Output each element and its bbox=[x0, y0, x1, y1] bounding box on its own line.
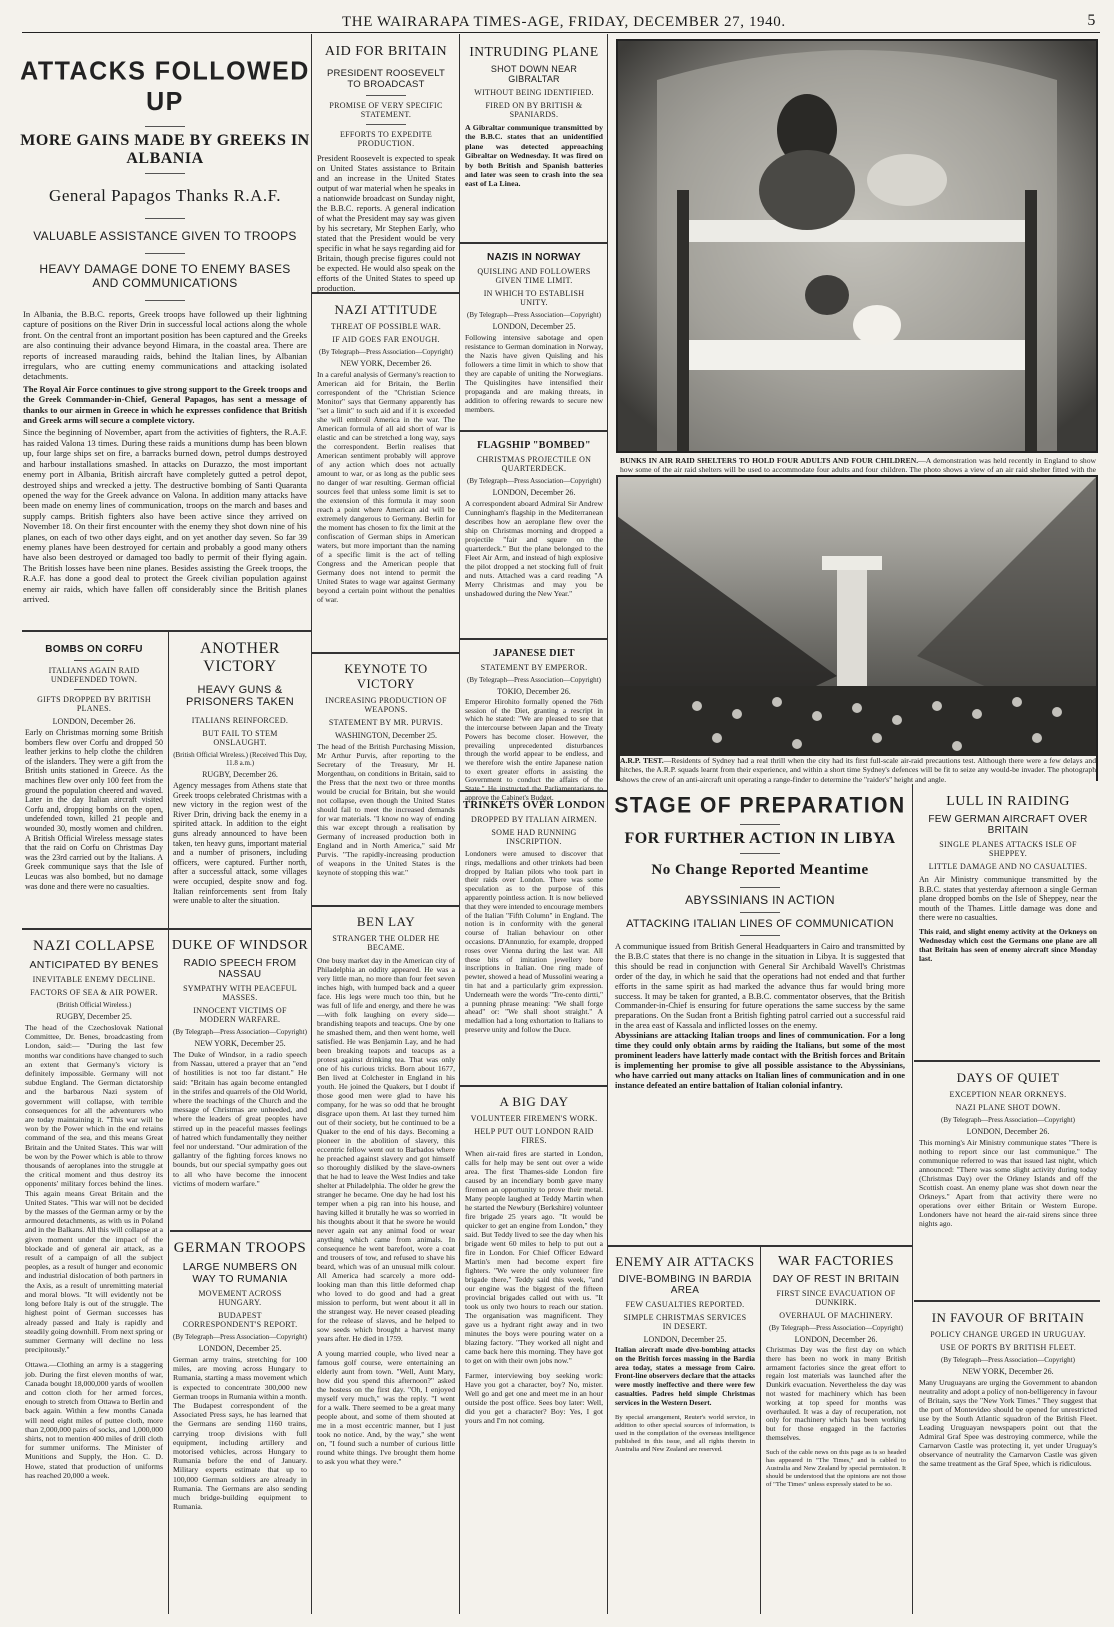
article-days-of-quiet bbox=[916, 1066, 1100, 1298]
divider bbox=[366, 95, 406, 96]
article-body-bold: Italian aircraft made dive-bombing attacks on the British forces massing in the Bardia area today, states a message from Cairo. Front-line observers declare that the attacks were mostly ineffective and there were few casualties. Padres held simple Christmas services in the Western Desert. bbox=[615, 1345, 755, 1407]
dateline: RUGBY, December 25. bbox=[56, 1012, 132, 1021]
photo-image bbox=[617, 476, 1097, 780]
photo-arp-test bbox=[617, 476, 1097, 780]
dateline: LONDON, December 26. bbox=[794, 1335, 878, 1344]
masthead-title: THE WAIRARAPA TIMES-AGE, FRIDAY, DECEMBER 27, 1940. bbox=[342, 14, 786, 30]
article-body: Agency messages from Athens state that Greek troops celebrated Christmas with a new victory in the region west of the River Drin, driving back the enemy in a spirited attack. In addition to the eight guns already announced to have been taken, ten heavy guns, important material and a number of prisoners, including officers, were captured. Further north, after a successful attack, some villages were occupied, despite snow and fog. Italian reinforcements sent from Italy were unable to alter the situation. bbox=[173, 781, 307, 906]
subheadline: OVERHAUL OF MACHINERY. bbox=[779, 1311, 893, 1320]
subheadline: POLICY CHANGE URGED IN URUGUAY. bbox=[930, 1330, 1086, 1339]
divider bbox=[145, 300, 185, 301]
column-rule bbox=[607, 34, 608, 1614]
byline: (By Telegraph—Press Association—Copyright) bbox=[467, 311, 601, 319]
headline: DUKE OF WINDSOR bbox=[171, 938, 309, 953]
masthead bbox=[22, 6, 1100, 33]
column-rule bbox=[912, 782, 913, 1614]
subheadline: SINGLE PLANES ATTACKS ISLE OF SHEPPEY. bbox=[939, 840, 1077, 858]
divider bbox=[740, 935, 780, 936]
article-nazi-attitude bbox=[314, 298, 458, 650]
subheadline: LITTLE DAMAGE AND NO CASUALTIES. bbox=[928, 862, 1088, 871]
article-body: The Duke of Windsor, in a radio speech from Nassau, uttered a prayer that an "end of hostilities is not too far distant." He said: "Britain has again become entangled in the strifes and quarrels of the Old World, where the teachings of the Church and the message of Christmas are unheeded, and where the leaders of great peoples have stirred up in the peaceful masses feelings of hatred which fundamentally they neither feel nor understand. "Our admiration of the gallantry of the fighting forces knows no bounds, but our special sympathy goes out to all who have become the innocent victims of modern warfare." bbox=[173, 1050, 307, 1188]
subheadline: FEW GERMAN AIRCRAFT OVER BRITAIN bbox=[928, 814, 1088, 836]
subheadline: HEAVY DAMAGE DONE TO ENEMY BASES AND COMMUNICATIONS bbox=[39, 262, 291, 290]
subheadline: NAZI PLANE SHOT DOWN. bbox=[955, 1103, 1061, 1112]
subheadline: IF AID GOES FAR ENOUGH. bbox=[332, 335, 440, 344]
divider bbox=[145, 173, 185, 174]
subheadline: HEAVY GUNS & PRISONERS TAKEN bbox=[185, 684, 294, 708]
subheadline: INNOCENT VICTIMS OF MODERN WARFARE. bbox=[193, 1006, 287, 1024]
article-attacks-followed-up bbox=[20, 48, 310, 626]
subheadline: ABYSSINIANS IN ACTION bbox=[685, 893, 835, 907]
article-stage-of-preparation bbox=[612, 790, 908, 1242]
dateline: LONDON, December 26. bbox=[52, 717, 136, 726]
headline: TRINKETS OVER LONDON bbox=[463, 800, 605, 811]
dateline: WASHINGTON, December 25. bbox=[334, 731, 438, 740]
article-in-favour-of-britain bbox=[916, 1306, 1100, 1614]
page-number: 5 bbox=[1087, 12, 1096, 29]
caption-text: —Residents of Sydney had a real thrill when the city had its first full-scale air-raid precautions test. Although there were a few delays and hitches, the A.R.P. squads learnt from their experience, and within a short time Sydney's defences will be fit to seize any would-be invader. The photograph shows the crew of an anti-aircraft unit operating a range-finder to determine the "raider's" height and angle. bbox=[620, 756, 1097, 784]
headline: IN FAVOUR OF BRITAIN bbox=[931, 1310, 1085, 1325]
article-nazis-in-norway bbox=[462, 248, 606, 428]
article-body: Emperor Hirohito formally opened the 76th session of the Diet, granting a rescript in which he stated: "We are pleased to see that the intercourse between Japan and the Treaty Powers has become closer. However, the prevailing unprecedented disturbances through the world appear to be endless, and we therefore wish the entire Japanese nation to exert greater efforts in assisting the Government to conduct the affairs of the State." He instructed the Parliamentarians to approve the Cabinet's Budget. bbox=[465, 697, 603, 802]
article-body: A communique issued from British General Headquarters in Cairo and transmitted by the B.B.C states that there is no change in the situation in Libya. It is suggested that this should be read in conjunction with General Sir Archibald Wavell's Christmas order of the day, in which he said that the operations had not ended and that further efforts in the same spirit as had marked the advance thus far would bring more success. It may be taken for granted, a B.B.C. commentator observes, that the British Commander-in-Chief is ensuring for future operations the same success by the same preparations. On the Sudan front a British fighting patrol carried out a successful raid in the area east of Kassala and inflicted losses on the enemy. bbox=[615, 942, 905, 1031]
headline: LULL IN RAIDING bbox=[946, 794, 1070, 809]
article-body: Londoners were amused to discover that rings, medallions and other trinkets had been dropped by Italian pilots who took part in their raids over London. There was some speculation as to the purpose of this apparently pointless action. It is now believed that they were intended to encourage members of the Italian "Fifth Column" in England. The notion is in conformity with the general course of Italian behaviour on other occasions. D'Annunzio, for example, dropped roses over Vienna during the last war. All these bits of imitation jewellery bore inscriptions in Italian. One ring made of pewter, showed a head of Mussolini wearing a tin hat and a particularly grim expression. Underneath were the words "Tre-cento dirtti," a punning phrase meaning: "We shall forge ahead" or: "We shall shoot straight." A medallion had a long exhortation to Italians to preserve unity and follow the Duce. bbox=[465, 849, 603, 1034]
section-rule bbox=[460, 1085, 607, 1087]
headline: NAZI ATTITUDE bbox=[334, 302, 438, 317]
headline: WAR FACTORIES bbox=[777, 1254, 895, 1269]
dateline: NEW YORK, December 26. bbox=[962, 1367, 1054, 1376]
dateline: NEW YORK, December 26. bbox=[340, 359, 432, 368]
photo-caption bbox=[620, 756, 1096, 784]
article-body: Since the beginning of November, apart from the activities of fighters, the R.A.F. has raided Valona 13 times. During these raids a munitions dump has been blown up, four large ships set on fire, a barracks burned down, petrol dumps destroyed and harbour installations smashed. In attacks on Durazzo, the most important enemy port in Albania, British aircraft have completely gutted a petrol depot, destroyed ships and wrecked a jetty. The destructive bombing of Santi Quaranta opened the way for the Greek advance on Valona. In addition many attacks have been made on enemy lines of communication, troops on the march and bases and supply camps. British fighters also have been active since they arrived on November 18. On their first encounter with the enemy they shot down nine of his planes, on each of two other days eight, and on yet another day seven. So far 39 enemy planes have been destroyed for certain and probably a good many others have also been destroyed or damaged too badly to permit of their flying again. The British losses have been nine planes. Besides assisting the Greek troops, the R.A.F. has done a good deal to protect the Greek civilian population against enemy air raids, which have fallen off considerably since the British planes arrived. bbox=[23, 427, 307, 604]
subheadline: IN WHICH TO ESTABLISH UNITY. bbox=[483, 289, 585, 307]
photo-air-raid-shelter-bunks bbox=[617, 40, 1097, 452]
headline: NAZIS IN NORWAY bbox=[487, 252, 581, 263]
article-german-troops bbox=[170, 1236, 310, 1614]
article-lull-in-raiding bbox=[916, 790, 1100, 1058]
subheadline: SIMPLE CHRISTMAS SERVICES IN DESERT. bbox=[623, 1313, 747, 1331]
subheadline: STATEMENT BY EMPEROR. bbox=[480, 663, 588, 672]
subheadline: VALUABLE ASSISTANCE GIVEN TO TROOPS bbox=[33, 229, 297, 243]
article-aid-for-britain bbox=[314, 40, 458, 293]
subheadline: RADIO SPEECH FROM NASSAU bbox=[183, 958, 297, 980]
column-rule bbox=[459, 34, 460, 1614]
section-rule bbox=[608, 1245, 912, 1247]
times-notice: Such of the cable news on this page as is so headed has appeared in "The Times," and is cabled to Australia and New Zealand by special permission. It should be understood that the opinions are not those of "The Times" unless expressly stated to be so. bbox=[766, 1448, 906, 1488]
divider bbox=[740, 912, 780, 913]
subheadline: BUT FAIL TO STEM ONSLAUGHT. bbox=[202, 729, 278, 747]
dateline: LONDON, December 26. bbox=[966, 1127, 1050, 1136]
headline: AID FOR BRITAIN bbox=[324, 44, 448, 59]
subheadline: PROMISE OF VERY SPECIFIC STATEMENT. bbox=[329, 101, 443, 119]
byline: (By Telegraph—Press Association—Copyright) bbox=[769, 1324, 903, 1332]
headline: JAPANESE DIET bbox=[493, 648, 575, 659]
caption-title: A.R.P. TEST. bbox=[620, 756, 664, 765]
divider bbox=[740, 824, 780, 825]
subheadline: FIRED ON BY BRITISH & SPANIARDS. bbox=[485, 101, 583, 119]
article-body: The head of the British Purchasing Mission, Mr Arthur Purvis, after reporting to the Secretary of the Treasury, Mr H. Morgenthau, on conditions in Britain, said to the Press that the next two or three months would be crucial for Britain, but she would not collapse, even though the United States should fail to meet the increased demands for war materials. "I know no way of ending this war except through a realisation by Germany of increased production both in England and in North America," said Mr Purvis. "The rapidly-increasing production of weapons in the United States is the keynote of stopping this war." bbox=[317, 742, 455, 877]
column-rule bbox=[760, 1245, 761, 1614]
article-body-bold: The Royal Air Force continues to give strong support to the Greek troops and the Greek Commander-in-Chief, General Papagos, has sent a message of thanks to our airmen in Greece in which he expresses confidence that British and Greek arms will secure a complete victory. bbox=[23, 383, 307, 426]
dateline: LONDON, December 25. bbox=[643, 1335, 727, 1344]
article-body: Early on Christmas morning some British bombers flew over Corfu and dropped 50 leather jerkins to help clothe the children of the islanders. They were a gift from the British units stationed in Greece. As the machines flew over only 100 feet from the ground the population cheered and waved. Later in the day Italian aircraft visited Corfu and, dropping bombs on the open, undefended town, killed 21 people and wounded 30, mostly women and children. A British Official Wireless message states that the raid on Corfu on Christmas Day was the 23rd carried out by the Italians. A Greek communique says that the Isle of Leucas was also bombed, but no damage was done and there were no casualties. bbox=[25, 728, 163, 891]
article-body: Following intensive sabotage and open resistance to German domination in Norway, the Nazis have given Quisling and his followers a time limit in which to show that they are capable of uniting the Norwegians. The Quislingites have intensified their propaganda and are making threats, in addition to offering rewards to secure new members. bbox=[465, 333, 603, 414]
article-nazi-collapse bbox=[22, 934, 166, 1614]
dateline: LONDON, December 25. bbox=[198, 1344, 282, 1353]
subheadline: FEW CASUALTIES REPORTED. bbox=[625, 1300, 745, 1309]
headline: ANOTHER VICTORY bbox=[200, 640, 280, 675]
dateline: NEW YORK, December 25. bbox=[194, 1039, 286, 1048]
subheadline: INEVITABLE ENEMY DECLINE. bbox=[32, 975, 156, 984]
article-body: The head of the Czechoslovak National Committee, Dr. Benes, broadcasting from London, said:— "During the last few months war conditions have changed to such an extent that Germany's victory is definitely impossible. Germany will not subdue England. The German dictatorship and the barbarous Nazi system of government will collapse, with terrible consequences for all the adventurers who are today maintaining it. "This war will be won by the Power which in the end retains command of the sea, and this means Great Britain and the United States. This war will be won by the Power which is able to throw thousands of aeroplanes into the struggle at the critical moment and thus destroy its opponents' military forces behind the lines. This again means Great Britain and the United States. "This war will not be decided by the masses of the German army or by the armoured detachments, as with us in Poland and in the Balkans. All this will collapse at a given moment under the impact of the blockade and of general air attack, as a result of a campaign of all the subject peoples, as a result of hunger and economic and industrial dislocation of both partners in the Axis, as a result of unremitting material and moral blows. "It will evidently not be long before Italy is out of the struggle. The highest point of German successes has already passed and Italy is rapidly and steadily going downhill. From next spring or summer Germany will decline no less precipitously." bbox=[25, 1023, 163, 1355]
divider bbox=[74, 660, 114, 661]
article-body: When air-raid fires are started in London, calls for help may be sent out over a wide area. The first Thames-side London fire caused by an incendiary bomb gave many firemen an opportunity to prove their metal. Many people laughed at Teddy Martin when he started the Newbury (Berkshire) volunteer fire brigade 25 years ago. "It would be quicker to get an engine from London," they said. But Teddy lived to see the day when his brigade went 60 miles to help to put out a fire in London. For Chief Officer Edward Martin's men had become expert fire fighters. "We were the only volunteer fire brigade there," Teddy said this week, "and our engine was the biggest of the fifteen provincial brigades called out with us. "It took us only two hours to reach our station. The organisation was magnificent. They gave us a hydrant right away and in two minutes the boys were pouring water on a blazing factory. "They worked all night and came back here this morning. They have got to get on with their own jobs now." bbox=[465, 1149, 603, 1365]
subheadline: EXCEPTION NEAR ORKNEYS. bbox=[949, 1090, 1067, 1099]
column-rule bbox=[168, 632, 169, 1614]
banner-headline: STAGE OF PREPARATION bbox=[614, 793, 906, 818]
article-body: Many Uruguayans are urging the Government to abandon neutrality and adopt a policy of non-belligerency in favour of Britain, says the "New York Times." They suggest that the port of Montevideo should be opened for unrestricted use by the South Atlantic squadron of the British Fleet. Leading Uruguayan newspapers point out that the Admiral Graf Spee was destroying commerce, while the Carnarvon Castle was protecting it, yet under Uruguay's observance of neutrality the Carnarvon Castle was given the same treatment as the Graf Spee, which is ridiculous. bbox=[919, 1378, 1097, 1468]
byline: (By Telegraph—Press Association—Copyright) bbox=[467, 477, 601, 485]
article-ben-lay bbox=[314, 910, 458, 1614]
subheadline: MOVEMENT ACROSS HUNGARY. bbox=[198, 1289, 282, 1307]
subheadline: GIFTS DROPPED BY BRITISH PLANES. bbox=[37, 695, 151, 713]
section-rule bbox=[312, 652, 459, 654]
headline: A BIG DAY bbox=[499, 1094, 569, 1109]
article-body: Ottawa.—Clothing an army is a staggering job. During the first eleven months of war, Canada bought 18,000,000 yards of woollen and cotton cloth for her armed forces, enough to stretch from Ottawa to Berlin and back again. Within a few months Canada will need eight miles of puttee cloth, more than 2,000,000 pairs of socks, and 1,000,000 shirts, not to mention 400 miles of drill cloth for summer uniforms. The Minister of Munitions and Supply, the Hon. C. D. Howe, stated that production of uniforms has reached 20,000 a week. bbox=[25, 1360, 163, 1480]
subheadline: SHOT DOWN NEAR GIBRALTAR bbox=[490, 64, 578, 84]
article-body-bold: Abyssinians are attacking Italian troops and lines of communication. For a long time they could only obtain arms by raiding the Italians, but some of the most prominent leaders have latterly made contact with the British forces and Britain is implementing her promise to give all possible assistance to the Abyssinians, who have carried out many attacks on Italian lines of communication and in one instance defeated an entire battalion of Italian colonial infantry. bbox=[615, 1031, 905, 1090]
banner-headline: ATTACKS FOLLOWED UP bbox=[20, 56, 310, 117]
article-war-factories bbox=[763, 1250, 909, 1614]
subheadline: ITALIANS AGAIN RAID UNDEFENDED TOWN. bbox=[48, 666, 140, 684]
column-rule bbox=[311, 34, 312, 1614]
subheadline: USE OF PORTS BY BRITISH FLEET. bbox=[939, 1343, 1077, 1352]
section-rule bbox=[312, 905, 459, 907]
section-rule bbox=[22, 630, 311, 632]
subheadline: VOLUNTEER FIREMEN'S WORK. bbox=[470, 1114, 598, 1123]
subheadline: CHRISTMAS PROJECTILE ON QUARTERDECK. bbox=[476, 455, 592, 473]
headline: FLAGSHIP "BOMBED" bbox=[477, 440, 591, 451]
article-keynote-to-victory bbox=[314, 658, 458, 903]
article-another-victory bbox=[170, 636, 310, 924]
subheadline: General Papagos Thanks R.A.F. bbox=[49, 186, 281, 205]
subheadline: DIVE-BOMBING IN BARDIA AREA bbox=[618, 1274, 752, 1296]
caption-title: BUNKS IN AIR RAID SHELTERS TO HOLD FOUR ADULTS AND FOUR CHILDREN. bbox=[620, 456, 919, 465]
subheadline: DROPPED BY ITALIAN AIRMEN. bbox=[471, 815, 597, 824]
subheadline: FIRST SINCE EVACUATION OF DUNKIRK. bbox=[776, 1289, 896, 1307]
section-rule bbox=[460, 242, 607, 244]
section-rule bbox=[22, 928, 311, 930]
headline: FOR FURTHER ACTION IN LIBYA bbox=[624, 830, 896, 847]
subheadline: THREAT OF POSSIBLE WAR. bbox=[330, 322, 442, 331]
divider bbox=[145, 126, 185, 127]
section-rule bbox=[460, 430, 607, 432]
byline: (By Telegraph—Press Association—Copyright) bbox=[173, 1028, 307, 1036]
byline: (By Telegraph—Press Association—Copyright) bbox=[941, 1356, 1075, 1364]
byline: (By Telegraph—Press Association—Copyright) bbox=[941, 1116, 1075, 1124]
byline: (British Official Wireless.) bbox=[56, 1001, 132, 1009]
subheadline: INCREASING PRODUCTION OF WEAPONS. bbox=[325, 696, 447, 714]
article-body-bold: This raid, and slight enemy activity at the Orkneys on Wednesday which cost the Germans one plane are all that Britain has seen of enemy aircraft since Monday last. bbox=[919, 926, 1097, 963]
headline: BOMBS ON CORFU bbox=[45, 644, 143, 655]
subheadline: LARGE NUMBERS ON WAY TO RUMANIA bbox=[182, 1261, 298, 1285]
subheadline: BUDAPEST CORRESPONDENT'S REPORT. bbox=[182, 1311, 298, 1329]
subheadline: HELP PUT OUT LONDON RAID FIRES. bbox=[474, 1127, 594, 1145]
article-body: Christmas Day was the first day on which there has been no work in many British armament factories since the great effort to regain lost materials was launched after the Dunkirk evacuation. Nevertheless the day was not wasted for machinery which has been working at top speed for months was overhauled. It was a day of recuperation, not only for machinery which has been working but for those engaged in the factories themselves. bbox=[766, 1345, 906, 1442]
section-rule bbox=[460, 638, 607, 640]
headline: INTRUDING PLANE bbox=[469, 44, 599, 59]
article-a-big-day bbox=[462, 1090, 606, 1614]
subheadline: WITHOUT BEING IDENTIFIED. bbox=[474, 88, 594, 97]
subheadline: No Change Reported Meantime bbox=[651, 862, 869, 878]
article-intruding-plane bbox=[462, 40, 606, 240]
article-body: German army trains, stretching for 100 miles, are moving across Hungary to Rumania, starting a mass movement which is expected to concentrate 300,000 new German troops in Rumania within a month. The Budapest correspondent of the Associated Press says, he has learned that the Germans are sending 1160 trains, carrying troop divisions with full equipment, including artillery and motorised vehicles, across Hungary to Rumania before the end of January. Military experts estimate that up to 100,000 German soldiers are already in Rumania. The Germans are also sending much bridge-building equipment to Rumania. bbox=[173, 1355, 307, 1512]
divider bbox=[366, 124, 406, 125]
subheadline: ANTICIPATED BY BENES bbox=[29, 959, 159, 971]
article-japanese-diet bbox=[462, 644, 606, 802]
headline: MORE GAINS MADE BY GREEKS IN ALBANIA bbox=[20, 132, 310, 167]
article-body: President Roosevelt is expected to speak on United States assistance to Britain and an increase in the United States output of war material when he speaks in a nationwide broadcast on Sunday night, the B.B.C. reports. A general indication of what the President may say was given by his secretary, Mr Stephen Early, who stated that the President would be very specific in what he says regarding aid for Britain, though precise figures could not be expected. He would also speak on the efforts of the United States to speed up production. bbox=[317, 154, 455, 293]
article-duke-of-windsor bbox=[170, 934, 310, 1228]
reuters-notice: By special arrangement, Reuter's world service, in addition to other special sources of information, is used in the compilation of the overseas intelligence published in this issue, and all rights therein in Australia and New Zealand are reserved. bbox=[615, 1413, 755, 1453]
byline: (By Telegraph—Press Association—Copyright) bbox=[319, 348, 453, 356]
article-body: A correspondent aboard Admiral Sir Andrew Cunningham's flagship in the Mediterranean describes how an aeroplane flew over the ship on Christmas morning and dropped a projectile "fair and square on the quarterdeck." But the plane belonged to the Fleet Air Arm, and instead of high explosive the pilot dropped a net stocking full of fruit and nuts. Attached was a card reading "A Merry Christmas and may you be unshadowed during the New Year." bbox=[465, 499, 603, 598]
dateline: TOKIO, December 26. bbox=[497, 687, 571, 696]
dateline: RUGBY, December 26. bbox=[202, 770, 278, 779]
article-body: A young married couple, who lived near a famous golf course, were entertaining an elderly aunt from town. "Well, Aunt Mary, how did you spend this afternoon?" asked the hostess on the first day. "Oh, I enjoyed myself very much," was the reply. "I went for a walk. There seemed to be a great many people about, and some of them shouted at me in a most eccentric manner, but I just took no notice. And, by the way," she went on, "I found such a number of curious little round white things. I've brought them home to ask you what they were." bbox=[317, 1349, 455, 1466]
subheadline: ITALIANS REINFORCED. bbox=[191, 716, 289, 725]
byline: (By Telegraph—Press Association—Copyright) bbox=[173, 1333, 307, 1341]
headline: GERMAN TROOPS bbox=[173, 1240, 307, 1256]
article-body-bold: A Gibraltar communique transmitted by the B.B.C. states that an unidentified plane was detected approaching Gibraltar on Wednesday. It was fired on by both British and Spanish batteries and later was seen to crash into the sea east of La Linea. bbox=[465, 123, 603, 189]
article-flagship-bombed bbox=[462, 436, 606, 636]
divider bbox=[145, 253, 185, 254]
article-body: An Air Ministry communique transmitted by the B.B.C. states that yesterday afternoon a single German plane dropped bombs on the Isle of Sheppey, near the mouth of the Thames. Little damage was done and there were no casualties. bbox=[919, 875, 1097, 923]
headline: KEYNOTE TO VICTORY bbox=[344, 662, 428, 691]
article-body: One busy market day in the American city of Philadelphia an oddity appeared. He was a very little man, no more than four feet seven inches high, with humped back and a queer face. His legs were much too thin, but he was full of life and energy, and there he was—with folk laughing on every side—brandishing teapots and teacups. One by one he smashed them, and then went home, well satisfied. He was Benjamin Lay, and he had been breaking teapots and teacups as a protest against drinking tea. That was only one of his curious tricks. Born about 1677, Ben lived at Colchester in England in his youth. He joined the Quakers, but I doubt if those good men were glad to have his company, for he was so odd that he brought disgrace upon them. At last they turned him out of their society, but he continued to be a Quaker to the end of his days. Becoming a pioneer in the abolition of slavery, this eccentric fellow went out to Barbados where he preached against slavery and got himself so thoroughly disliked by the slave-owners that he had to leave the West Indies and take shelter at Philadelphia. The older he grew the stranger he became. One day he had lost his temper when a pig ran into his house, and having killed it brutally he was so worried in his thoughts about it that he swore he would never again eat any animal food or wear anything which came from animals. In consequence he went barefoot, wore a coat and trousers of tow, and refused to shave his beard, which was of an unusual milk colour. All America had scarcely a more odd-looking man than this little deformed chap who loved to do good and had a great mission to perform, but went about it all in the strangest way. He never ceased pleading for the release of slaves, and he helped to sow seeds which brought a harvest many years after. He died in 1759. bbox=[317, 956, 455, 1343]
article-bombs-on-corfu bbox=[22, 636, 166, 924]
article-trinkets-over-london bbox=[462, 796, 606, 1083]
article-body: This morning's Air Ministry communique states "There is nothing to report since our last communique." The communique referred to was that issued last night, which announced: "There was some slight activity during today (Christmas Day) over the Orkney Islands and off the Scottish coast. An enemy plane was shot down near the Orkneys." Apart from that activity there were no operations over either Britain or Western Europe. Londoners have not heard the air-raid sirens since three nights ago. bbox=[919, 1138, 1097, 1228]
byline: (By Telegraph—Press Association—Copyright) bbox=[467, 676, 601, 684]
subheadline: EFFORTS TO EXPEDITE PRODUCTION. bbox=[339, 130, 433, 148]
article-body: Farmer, interviewing boy seeking work: Have you got a character, boy? No, mister. Well go and get one and meet me in an hour outside the post office. Sees boy later: Well, did you get a character? Boy: Yes, I got yours and I'm not coming. bbox=[465, 1371, 603, 1425]
article-body: In a careful analysis of Germany's reaction to American aid for Britain, the Berlin correspondent of the "Christian Science Monitor" says that Germany apparently has "set a limit" to such aid and if it is exceeded she will embroil America in the war. The American formula of all aid short of war is elastic and can be stretched a long way, says the correspondent. Berlin realises that American sentiment probably will approve of any action which does not actually amount to war, or as long as the public sees no danger of war resulting. German official sources feel that unless some limit is set to the extension of this formula it may soon reach a point where American aid will be extremely dangerous to Germany. Berlin for the moment has chosen to fix the limit at the confiscation of German ships in American waters, but more important than the naming of a specific limit is the act of telling Congress and the American people that Germany does not intend to permit the United States to wage war against Germany beyond a certain point without the penalties of war. bbox=[317, 370, 455, 604]
subheadline: ATTACKING ITALIAN LINES OF COMMUNICATION bbox=[626, 918, 894, 930]
dateline: LONDON, December 25. bbox=[492, 322, 576, 331]
subheadline: QUISLING AND FOLLOWERS GIVEN TIME LIMIT. bbox=[477, 267, 591, 285]
headline: ENEMY AIR ATTACKS bbox=[615, 1254, 755, 1269]
subheadline: STATEMENT BY MR. PURVIS. bbox=[328, 718, 444, 727]
divider bbox=[740, 887, 780, 888]
article-enemy-air-attacks bbox=[612, 1250, 758, 1614]
dateline: LONDON, December 26. bbox=[492, 488, 576, 497]
section-rule bbox=[914, 1300, 1100, 1302]
subheadline: SOME HAD RUNNING INSCRIPTION. bbox=[491, 828, 577, 846]
subheadline: SYMPATHY WITH PEACEFUL MASSES. bbox=[183, 984, 297, 1002]
divider bbox=[740, 853, 780, 854]
caption-text: —A demonstration was held recently in England to show how some of the air raid shelters will be used to accommodate four adults and four children. The photo shows a view of an air raid shelter fitted with the bbox=[620, 456, 1096, 475]
subheadline: FACTORS OF SEA & AIR POWER. bbox=[30, 988, 158, 997]
divider bbox=[74, 689, 114, 690]
article-body: In Albania, the B.B.C. reports, Greek troops have followed up their lightning capture of positions on the River Drin in successful local actions along the whole front. On the central front an important position has been captured and the Greeks are also continuing their advance beyond Himara, in the coastal area. There are reports of increased marauding raids, behind the Italian lines, by Albanian irregulars, who are cutting enemy communications and attacking isolated detachments. bbox=[23, 309, 307, 382]
subheadline: PRESIDENT ROOSEVELT TO BROADCAST bbox=[326, 68, 445, 90]
subheadline: STRANGER THE OLDER HE BECAME. bbox=[332, 934, 440, 952]
byline: (British Official Wireless.) (Received This Day, 11.8 a.m.) bbox=[173, 751, 307, 767]
subheadline: DAY OF REST IN BRITAIN bbox=[772, 1274, 900, 1285]
headline: NAZI COLLAPSE bbox=[33, 938, 155, 954]
divider bbox=[145, 218, 185, 219]
headline: BEN LAY bbox=[356, 914, 416, 929]
section-rule bbox=[914, 1060, 1100, 1062]
headline: DAYS OF QUIET bbox=[956, 1070, 1060, 1085]
section-rule bbox=[170, 1230, 311, 1232]
photo-image bbox=[617, 40, 1097, 452]
